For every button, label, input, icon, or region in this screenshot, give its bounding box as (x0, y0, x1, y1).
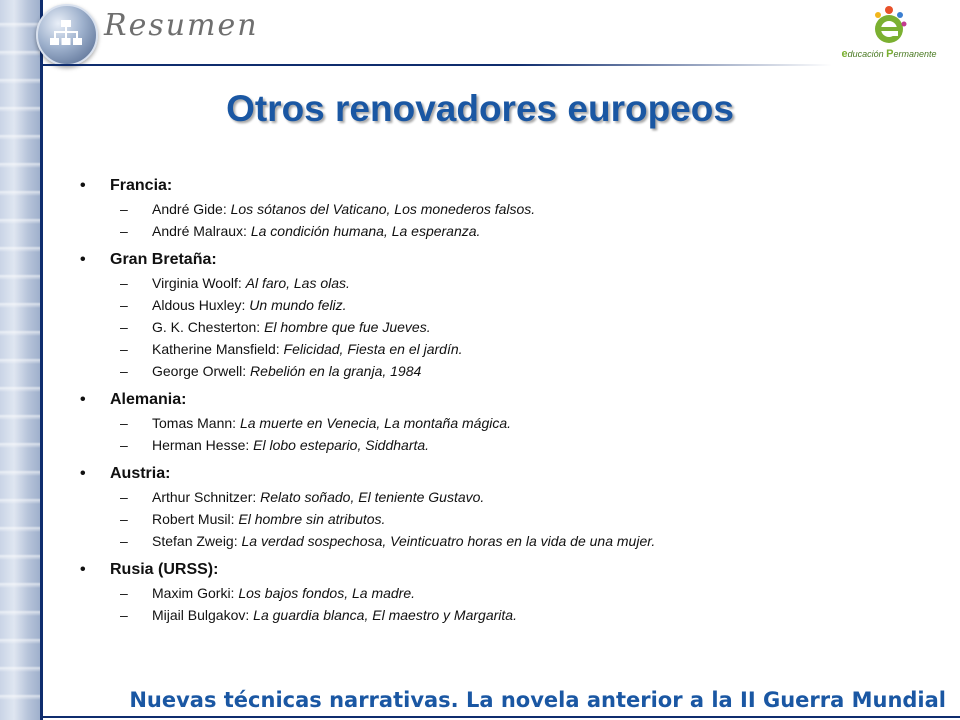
section-gran-bretana (80, 248, 940, 382)
works: La guardia blanca, El maestro y Margarita. (253, 607, 517, 623)
content-list (80, 174, 940, 632)
author: Virginia Woolf: (152, 275, 246, 291)
works: Un mundo feliz. (249, 297, 347, 313)
list-item (80, 220, 940, 242)
bullet-icon: • (80, 561, 86, 578)
works: Los bajos fondos, La madre. (238, 585, 416, 601)
sub-list (80, 272, 940, 382)
dash-icon: – (120, 363, 128, 379)
author: George Orwell: (152, 363, 251, 379)
brand-word2: ermanente (893, 49, 937, 59)
educacion-permanente-logo (834, 4, 944, 66)
author: Maxim Gorki: (152, 585, 239, 601)
author: André Malraux: (152, 223, 251, 239)
dash-icon: – (120, 489, 128, 505)
list-item (80, 338, 940, 360)
list-item (80, 530, 940, 552)
section-heading-text: Austria: (110, 465, 171, 482)
bullet-icon: • (80, 177, 86, 194)
section-heading-text: Gran Bretaña: (110, 251, 217, 268)
author: G. K. Chesterton: (152, 319, 265, 335)
author: Tomas Mann: (152, 415, 240, 431)
section-heading (80, 388, 940, 412)
author: Arthur Schnitzer: (152, 489, 261, 505)
section-francia (80, 174, 940, 242)
section-austria (80, 462, 940, 552)
author: Herman Hesse: (152, 437, 254, 453)
footer-rule (42, 716, 960, 718)
works: La muerte en Venecia, La montaña mágica. (239, 415, 512, 431)
list-item (80, 604, 940, 626)
author: Katherine Mansfield: (152, 341, 284, 357)
dash-icon: – (120, 341, 128, 357)
list-item (80, 486, 940, 508)
works: El hombre que fue Jueves. (264, 319, 431, 335)
brand-p: P (886, 48, 894, 60)
sub-list (80, 486, 940, 552)
works: La verdad sospechosa, Veinticuatro horas en la vida de una mujer. (241, 533, 656, 549)
dash-icon: – (120, 297, 128, 313)
section-heading (80, 174, 940, 198)
dash-icon: – (120, 533, 128, 549)
list-item (80, 294, 940, 316)
section-heading-text: Alemania: (110, 391, 187, 408)
dash-icon: – (120, 511, 128, 527)
section-heading-text: Rusia (URSS): (110, 561, 219, 578)
author: Aldous Huxley: (152, 297, 250, 313)
sub-list (80, 582, 940, 626)
dash-icon: – (120, 223, 128, 239)
author: André Gide: (152, 201, 231, 217)
list-item (80, 360, 940, 382)
sub-list (80, 412, 940, 456)
works: Felicidad, Fiesta en el jardín. (283, 341, 463, 357)
works: El hombre sin atributos. (238, 511, 386, 527)
section-heading (80, 248, 940, 272)
list-item (80, 316, 940, 338)
section-heading-text: Francia: (110, 177, 173, 194)
list-item (80, 412, 940, 434)
author: Mijail Bulgakov: (152, 607, 254, 623)
bullet-icon: • (80, 251, 86, 268)
author: Robert Musil: (152, 511, 239, 527)
list-item (80, 198, 940, 220)
header-title: Resumen (104, 8, 259, 43)
dash-icon: – (120, 585, 128, 601)
sitemap-icon (36, 4, 98, 66)
dash-icon: – (120, 319, 128, 335)
list-item (80, 508, 940, 530)
works: Rebelión en la granja, 1984 (250, 363, 422, 379)
dash-icon: – (120, 607, 128, 623)
author: Stefan Zweig: (152, 533, 242, 549)
brand-mark-icon (868, 4, 910, 48)
brand-word1: ducación (847, 49, 887, 59)
dash-icon: – (120, 201, 128, 217)
dash-icon: – (120, 275, 128, 291)
brand-text (834, 48, 944, 60)
works: La condición humana, La esperanza. (250, 223, 481, 239)
works: El lobo estepario, Siddharta. (253, 437, 430, 453)
list-item (80, 434, 940, 456)
dash-icon: – (120, 415, 128, 431)
section-alemania (80, 388, 940, 456)
sub-list (80, 198, 940, 242)
section-heading (80, 462, 940, 486)
works: Relato soñado, El teniente Gustavo. (260, 489, 485, 505)
footer-text: Nuevas técnicas narrativas. La novela anterior a la II Guerra Mundial (129, 688, 946, 712)
section-rusia (80, 558, 940, 626)
section-heading (80, 558, 940, 582)
list-item (80, 582, 940, 604)
bullet-icon: • (80, 391, 86, 408)
header-rule (42, 64, 832, 66)
dash-icon: – (120, 437, 128, 453)
bullet-icon: • (80, 465, 86, 482)
brand-e: e (841, 48, 848, 60)
works: Los sótanos del Vaticano, Los monederos falsos. (230, 201, 536, 217)
works: Al faro, Las olas. (245, 275, 350, 291)
slide-title: Otros renovadores europeos (226, 88, 734, 129)
list-item (80, 272, 940, 294)
